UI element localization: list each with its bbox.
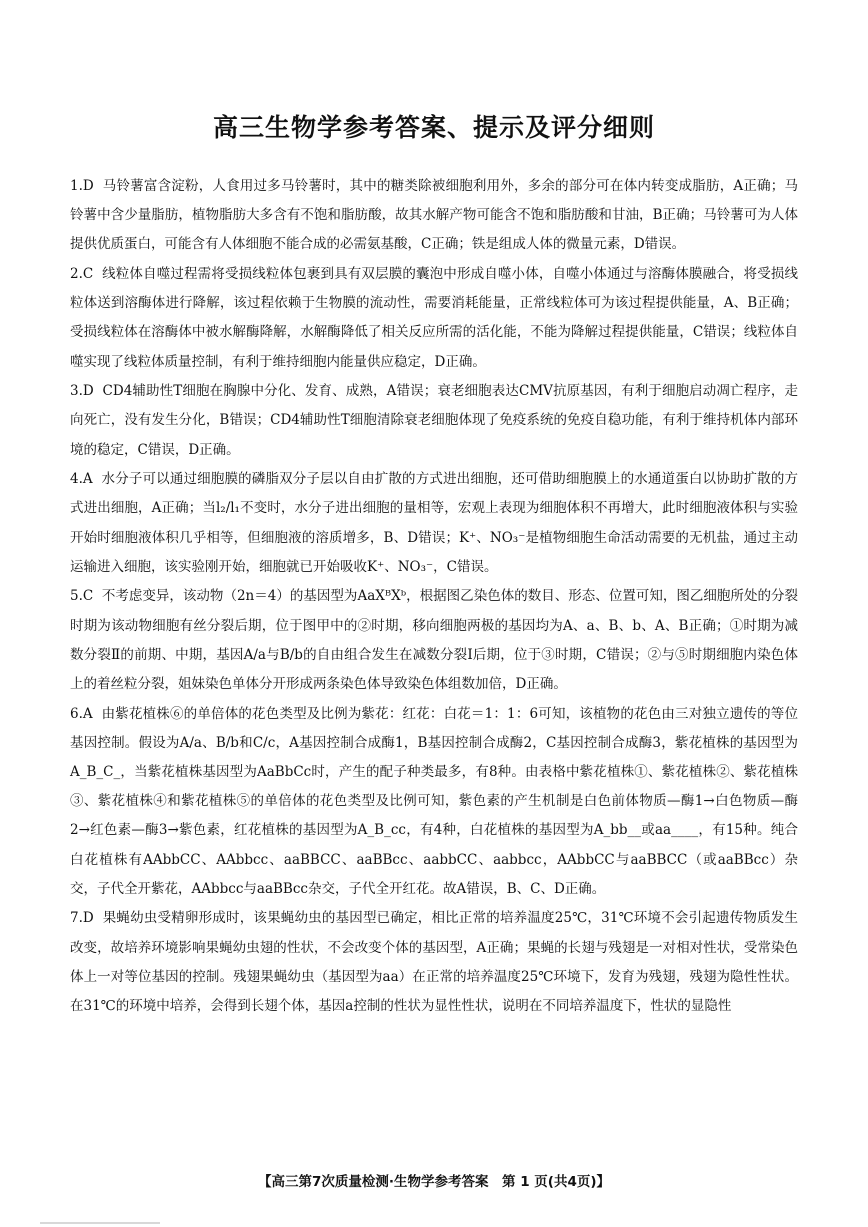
page-title: 高三生物学参考答案、提示及评分细则 bbox=[212, 113, 655, 142]
answer-item-4 bbox=[70, 465, 798, 582]
answer-item-7 bbox=[70, 904, 798, 1021]
answer-number: 2.C bbox=[70, 266, 94, 282]
answer-explanation: 由紫花植株⑥的单倍体的花色类型及比例为紫花：红花：白花＝1：1：6可知，该植物的花色由三对独立遗传的等位基因控制。假设为A/a、B/b和C/c，A基因控制合成酶1，B基因控制合成酶2，C基因控制合成酶3，紫花植株的基因型为A_B_C_，当紫花植株基因型为AaBbCc时，产生的配子种类最多，有8种。由表格中紫花植株①、紫花植株②、紫花植株③、紫花植株④和紫花植株⑤的单倍体的花色类型及比例可知，紫色素的产生机制是白色前体物质—酶1→白色物质—酶2→红色素—酶3→紫色素，红花植株的基因型为A_B_cc，有4种，白花植株的基因型为A_bb__或aa____，有15种。纯合白花植株有AAbbCC、AAbbcc、aaBBCC、aaBBcc、aabbCC、aabbcc，AAbbCC与aaBBCC（或aaBBcc）杂交，子代全开紫花，AAbbcc与aaBBcc杂交，子代全开红花。故A错误，B、C、D正确。 bbox=[70, 705, 798, 897]
answer-number: 4.A bbox=[70, 471, 93, 488]
answer-explanation: 不考虑变异，该动物（2n＝4）的基因型为AaXᴮXᵇ，根据图乙染色体的数目、形态、位置可知，图乙细胞所处的分裂时期为该动物细胞有丝分裂后期，位于图甲中的②时期，移向细胞两极的基因均为A、a、B、b、A、B正确；①时期为减数分裂Ⅱ的前期、中期，基因A/a与B/b的自由组合发生在减数分裂Ⅰ后期，位于③时期，C错误；②与⑤时期细胞内染色体上的着丝粒分裂，姐妹染色单体分开形成两条染色体导致染色体组数加倍，D正确。 bbox=[70, 588, 798, 693]
answer-explanation: 马铃薯富含淀粉，人食用过多马铃薯时，其中的糖类除被细胞利用外，多余的部分可在体内转变成脂肪，A正确；马铃薯中含少量脂肪，植物脂肪大多含有不饱和脂肪酸，故其水解产物可能含不饱和脂肪酸和甘油，B正确；马铃薯可为人体提供优质蛋白，可能含有人体细胞不能合成的必需氨基酸，C正确；铁是组成人体的微量元素，D错误。 bbox=[70, 178, 798, 253]
answer-number: 3.D bbox=[70, 383, 94, 400]
answer-number: 6.A bbox=[70, 705, 93, 722]
answer-explanation: 果蝇幼虫受精卵形成时，该果蝇幼虫的基因型已确定，相比正常的培养温度25℃，31℃环境不会引起遗传物质发生改变，故培养环境影响果蝇幼虫翅的性状，不会改变个体的基因型，A正确；果蝇的长翅与残翅是一对相对性状，受常染色体上一对等位基因的控制。残翅果蝇幼虫（基因型为aa）在正常的培养温度25℃环境下，发育为残翅，残翅为隐性性状。在31℃的环境中培养，会得到长翅个体，基因a控制的性状为显性性状，说明在不同培养温度下，性状的显隐性 bbox=[70, 910, 798, 1015]
answer-number: 5.C bbox=[70, 588, 94, 605]
answer-explanation: CD4辅助性T细胞在胸腺中分化、发育、成熟，A错误；衰老细胞表达CMV抗原基因，有利于细胞启动凋亡程序，走向死亡，没有发生分化，B错误；CD4辅助性T细胞清除衰老细胞体现了免疫系统的免疫自稳功能，有利于维持机体内部环境的稳定，C错误，D正确。 bbox=[70, 383, 798, 458]
answer-number: 1.D bbox=[70, 178, 94, 194]
answer-explanation: 线粒体自噬过程需将受损线粒体包裹到具有双层膜的囊泡中形成自噬小体，自噬小体通过与溶酶体膜融合，将受损线粒体送到溶酶体进行降解，该过程依赖于生物膜的流动性，需要消耗能量，正常线粒体可为该过程提供能量，A、B正确；受损线粒体在溶酶体中被水解酶降解，水解酶降低了相关反应所需的活化能，不能为降解过程提供能量，C错误；线粒体自噬实现了线粒体质量控制，有利于维持细胞内能量供应稳定，D正确。 bbox=[70, 266, 798, 370]
answer-number: 7.D bbox=[70, 910, 94, 927]
answer-item-1 bbox=[70, 172, 798, 260]
answer-item-3 bbox=[70, 377, 798, 465]
bottom-divider bbox=[40, 1222, 160, 1224]
answer-item-6 bbox=[70, 700, 798, 904]
answer-list bbox=[70, 172, 798, 1022]
answer-item-2 bbox=[70, 260, 798, 377]
answer-item-5 bbox=[70, 582, 798, 699]
answer-explanation: 水分子可以通过细胞膜的磷脂双分子层以自由扩散的方式进出细胞，还可借助细胞膜上的水通道蛋白以协助扩散的方式进出细胞，A正确；当l₂/l₁不变时，水分子进出细胞的量相等，宏观上表现为细胞体积不再增大，此时细胞液体积与实验开始时细胞液体积几乎相等，但细胞液的溶质增多，B、D错误；K⁺、NO₃⁻是植物细胞生命活动需要的无机盐，通过主动运输进入细胞，该实验刚开始，细胞就已开始吸收K⁺、NO₃⁻，C错误。 bbox=[70, 471, 798, 575]
page-footer: 【高三第7次质量检测·生物学参考答案 第 1 页(共4页)】 bbox=[257, 1174, 611, 1190]
